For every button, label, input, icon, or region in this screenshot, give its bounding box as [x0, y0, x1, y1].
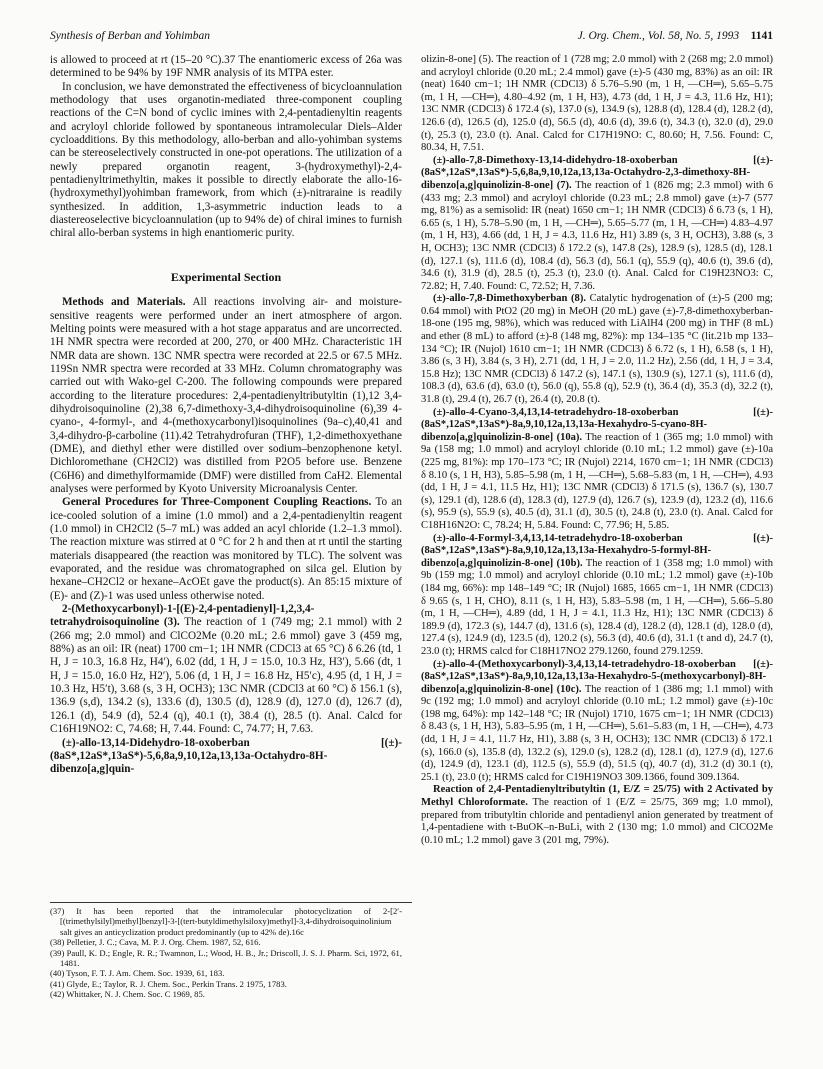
footnote: (39) Paull, K. D.; Engle, R. R.; Twamnon, L.; Wood, H. B., Jr.; Driscoll, J. S. J. Pharm. Sci, 1972, 61, 1481.: [50, 947, 402, 969]
run-in-heading: (±)-allo-4-Formyl-3,4,13,14-tetradehydro-18-oxoberban [(±)-(8aS*,12aS*,13aS*)-8a,9,10,12a,13,13a-Hexahydro-5-formyl-8H-dibenzo[a,g]quinolizin-8-one] (10b).: [421, 532, 773, 569]
paragraph-body: The reaction of 1 (365 mg; 1.0 mmol) with 9a (158 mg; 1.0 mmol) and acryloyl chloride (0.10 mL; 1.2 mmol) gave (±)-10a (225 mg, 81%): mp 170–173 °C; IR (Nujol) 2214, 1670 cm−1; 1H NMR (CDCl3) δ 8.10 (s, 1 H, H3), 5.85–5.98 (m, 1 H, —CH═), 5.68–5.83 (m, 1 H, —CH═), 4.93 (dd, 1 H, J = 4.1, 11.5 Hz, H1); 13C NMR (CDCl3) δ 171.5 (s), 136.7 (s), 130.7 (s), 129.1 (d), 128.6 (d), 128.3 (d), 127.9 (d), 126.7 (s), 123.9 (d), 123.2 (d), 116.6 (s), 95.9 (s), 55.9 (s), 40.5 (d), 31.1 (d), 30.5 (t), 24.8 (t), 23.0 (t). Anal. Calcd for C18H16N2O: C, 78.24; H, 5.84. Found: C, 77.96; H, 5.85.: [421, 431, 773, 531]
paragraph: In conclusion, we have demonstrated the effectiveness of bicycloannulation methodology that uses organotin-mediated three-component coupling reactions of the C=N bond of cyclic imines with 2,4-pentadienyltin reagents and acryloyl chloride followed by spontaneous intramolecular Diels–Alder cycloadditions. By this methodology, allo-berban and allo-yohimban systems can be stereoselectively constructed in one-pot operations. The utilization of a newly prepared organotin reagent, 3-(hydroxymethyl)-2,4-pentadienyltrimethyltin, makes it possible to directly elaborate the allo-16-(hydroxymethyl)yohimban framework, from which (±)-nitraraine is readily synthesized. In addition, 1,3-asymmetric induction leads to a diastereoselective bicycloannulation (up to 94% de) of chiral imines to furnish chiral allo-berban systems in high enantiomeric purity.: [50, 80, 402, 240]
paragraph-body: The reaction of 1 (358 mg; 1.0 mmol) with 9b (159 mg; 1.0 mmol) and acryloyl chloride (0.10 mL; 1.2 mmol) gave (±)-10b (184 mg, 66%): mp 148–149 °C; IR (Nujol) 1685, 1665 cm−1, 1H NMR (CDCl3) δ 9.65 (s, 1 H, CHO), 8.11 (s, 1 H, H3), 5.83–5.98 (m, 1 H, —CH═), 5.66–5.80 (m, 1 H, —CH═), 4.89 (dd, 1 H, J = 4.1, 11.3 Hz, H1); 13C NMR (CDCl3) δ 189.9 (d), 172.3 (s), 144.7 (d), 131.6 (s), 128.4 (d), 128.2 (d), 128.1 (d), 128.0 (d), 127.4 (s), 124.9 (d), 123.5 (d), 120.2 (s), 56.3 (d), 40.6 (d), 31.1 (t and d), 24.7 (t), 23.0 (t); HRMS calcd for C18H17NO2 279.1260, found 279.1259.: [421, 557, 773, 657]
footnote: (37) It has been reported that the intramolecular photocyclization of 2-[2′-[(trimethylsilyl)methyl]benzyl]-3-[(tert-butyldimethylsiloxy)methyl]-3,4-dihydroisoquinolinium salt gives an anticyclization product predominantly (up to 42% de).16c: [50, 906, 402, 937]
footnote-rule: [50, 902, 412, 903]
section-heading: Experimental Section: [170, 269, 282, 284]
journal-name: J. Org. Chem., Vol. 58, No. 5, 1993: [577, 30, 740, 42]
footnote: (42) Whittaker, N. J. Chem. Soc. C 1969, 85.: [50, 989, 205, 1000]
paragraph: [50, 296, 402, 496]
right-column: [421, 54, 773, 847]
paragraph: [421, 155, 773, 294]
run-in-heading: Reaction of 2,4-Pentadienyltributyltin (1, E/Z = 25/75) with 2 Activated by Methyl Chloroformate.: [421, 784, 773, 809]
running-header: [50, 30, 773, 48]
paragraph-body: The reaction of 1 (E/Z = 25/75, 369 mg; 1.0 mmol), prepared from tributyltin chloride and pentadienyl anion generated by treatment of 1,4-pentadiene with t-BuOK–n-BuLi, with 2 (130 mg; 1.0 mmol) and ClCO2Me (0.10 mL; 1.2 mmol) gave 3 (201 mg, 79%).: [421, 797, 773, 846]
run-in-heading: 2-(Methoxycarbonyl)-1-[(E)-2,4-pentadienyl]-1,2,3,4-tetrahydroisoquinoline (3).: [50, 603, 315, 629]
run-in-heading: General Procedures for Three-Component Coupling Reactions.: [62, 496, 372, 509]
journal-citation: [578, 30, 773, 42]
run-in-heading: Methods and Materials.: [62, 296, 186, 309]
paragraph-body: Catalytic hydrogenation of (±)-5 (200 mg; 0.64 mmol) with PtO2 (20 mg) in MeOH (20 mL) gave (±)-7,8-dimethoxyberban-18-one (195 mg, 98%), which was reduced with LiAlH4 (200 mg) in THF (8 mL) and ether (8 mL) to afford (±)-8 (148 mg, 82%): mp 134–135 °C (lit.21b mp 133–134 °C); IR (Nujol) 1610 cm−1; 1H NMR (CDCl3) δ 6.72 (s, 1 H), 6.58 (s, 1 H), 3.86 (s, 3 H), 3.84 (s, 3 H), 2.71 (dd, 1 H, J = 2.0, 11.2 Hz), 2.56 (dd, 1 H, J = 3.4, 15.8 Hz); 13C NMR (CDCl3) δ 147.2 (s), 147.1 (s), 130.9 (s), 127.1 (s), 111.6 (d), 108.3 (d), 63.6 (d), 63.0 (t), 56.0 (q), 55.8 (q), 52.9 (t), 36.4 (d), 35.3 (d), 32.2 (t), 31.8 (t), 29.4 (t), 26.7 (t), 26.4 (t), 20.8 (t).: [421, 293, 773, 406]
footnote: (38) Pelletier, J. C.; Cava, M. P. J. Org. Chem. 1987, 52, 616.: [50, 937, 261, 948]
page-number: 1141: [750, 30, 773, 42]
footnotes: [50, 902, 402, 1000]
paragraph: [50, 496, 402, 603]
paragraph-body: All reactions involving air- and moisture-sensitive reagents were performed under an inert atmosphere of argon. Melting points were measured with a hot stage apparatus and are uncorrected. 1H NMR spectra were recorded at 200, 270, or 400 MHz. Characteristic 1H NMR data are shown. 13C NMR spectra were recorded at 22.5 or 67.5 MHz. 119Sn NMR spectra were recorded at 33 MHz. Column chromatography was carried out with Wako-gel C-200. The following compounds were prepared according to the literature procedures: 2,4-pentadienyltributyltin (1),12 3,4-dihydroisoquinoline (2),38 6,7-dimethoxy-3,4-dihydroisoquinoline (6),39 4-cyano-, 4-formyl-, and 4-(methoxycarbonyl)isoquinolines (9a–c),40,41 and 3,4-dihydro-β-carboline (11).42 Tetrahydrofuran (THF), 1,2-dimethoxyethane (DME), and diethyl ether were distilled over sodium–benzophenone ketyl. Dichloromethane (CH2Cl2) was distilled from P2O5 before use. Benzene (C6H6) and dimethylformamide (DMF) were distilled from CaH2. Elemental analyses were performed by Kyoto University Microanalysis Center.: [50, 296, 403, 495]
paragraph-body: To an ice-cooled solution of a imine (1.0 mmol) and a 2,4-pentadienyltin reagent (1.0 mmol) in CH2Cl2 (5–7 mL) was added an acyl chloride (1.2–1.3 mmol). The reaction mixture was stirred at 0 °C for 2 h and then at rt until the starting materials disappeared (the reaction was monitored by TLC). The solvent was evaporated, and the residue was chromatographed on silca gel. Elution by hexane–CH2Cl2 or hexane–AcOEt gave the product(s). An 85:15 mixture of (E)- and (Z)-1 was used unless otherwise noted.: [50, 496, 402, 602]
run-in-heading: (±)-allo-7,8-Dimethoxy-13,14-didehydro-18-oxoberban [(±)-(8aS*,12aS*,13aS*)-5,6,8a,9,10,12a,13,13a-Octahydro-2,3-dimethoxy-8H-dibenzo[a,g]quinolizin-8-one] (7).: [421, 154, 773, 191]
paragraph: olizin-8-one] (5). The reaction of 1 (728 mg; 2.0 mmol) with 2 (268 mg; 2.0 mmol) and acryloyl chloride (0.20 mL; 2.4 mmol) gave (±)-5 (430 mg, 83%) as an oil: IR (neat) 1640 cm−1; 1H NMR (CDCl3) δ 5.76–5.90 (m, 1 H, —CH═), 5.65–5.75 (m, 1 H, —CH═), 4.80–4.92 (m, 1 H, H3), 4.73 (dd, 1 H, J = 4.3, 11.6 Hz, H1); 13C NMR (CDCl3) δ 172.4 (s), 137.0 (s), 134.9 (s), 128.8 (d), 128.4 (d), 128.2 (d), 126.6 (d), 126.5 (d), 125.0 (d), 56.5 (d), 40.6 (d), 39.6 (t), 34.3 (t), 32.0 (d), 29.0 (t), 25.3 (t), 23.0 (t). Anal. Calcd for C17H19NO: C, 80.60; H, 7.56. Found: C, 80.34, H, 7.51.: [421, 54, 773, 154]
paragraph-body: The reaction of 1 (386 mg; 1.1 mmol) with 9c (192 mg; 1.0 mmol) and acryloyl chloride (0.10 mL; 1.2 mmol) gave (±)-10c (198 mg, 64%): mp 142–148 °C; IR (Nujol) 1710, 1675 cm−1; 1H NMR (CDCl3) δ 8.43 (s, 1 H, H3), 5.83–5.95 (m, 1 H, —CH═), 5.61–5.83 (m, 1 H, —CH═), 4.73 (dd, 1 H, J = 4.1, 11.7 Hz, H1), 3.88 (s, 3 H, OCH3); 13C NMR (CDCl3) δ 172.1 (s), 166.0 (s), 135.8 (d), 132.2 (s), 129.0 (s), 128.2 (d), 128.1 (d), 127.9 (d), 127.6 (d), 124.9 (d), 123.1 (d), 112.5 (s), 55.9 (d), 51.5 (q), 40.7 (d), 31.2 (d) 30.1 (t), 25.1 (t), 23.0 (t); HRMS calcd for C19H19NO3 309.1366, found 309.1364.: [421, 683, 773, 783]
footnote: (41) Glyde, E.; Taylor, R. J. Chem. Soc., Perkin Trans. 2 1975, 1783.: [50, 978, 287, 989]
run-in-heading: (±)-allo-4-Cyano-3,4,13,14-tetradehydro-18-oxoberban [(±)-(8aS*,12aS*,13aS*)-8a,9,10,12a,13,13a-Hexahydro-5-cyano-8H-dibenzo[a,g]quinolizin-8-one] (10a).: [421, 406, 773, 443]
paragraph: [421, 533, 773, 659]
paragraph: [421, 293, 773, 406]
footnote: (40) Tyson, F. T. J. Am. Chem. Soc. 1939, 61, 183.: [50, 968, 225, 979]
paragraph: [50, 603, 402, 736]
run-in-heading: (±)-allo-7,8-Dimethoxyberban (8).: [433, 293, 586, 305]
run-in-heading: (±)-allo-13,14-Didehydro-18-oxoberban [(±)-(8aS*,12aS*,13aS*)-5,6,8a,9,10,12a,13,13a-Octahydro-8H-dibenzo[a,g]quin-: [50, 736, 402, 776]
paragraph: is allowed to proceed at rt (15–20 °C).37 The enantiomeric excess of 26a was determined to be 94% by 19F NMR analysis of its MTPA ester.: [50, 54, 402, 80]
run-in-heading: (±)-allo-4-(Methoxycarbonyl)-3,4,13,14-tetradehydro-18-oxoberban [(±)-(8aS*,12aS*,13aS*)-8a,9,10,12a,13,13a-Hexahydro-5-(methoxycarbonyl)-8H-dibenzo[a,g]quinolizin-8-one] (10c).: [421, 658, 773, 695]
paragraph-body: The reaction of 1 (749 mg; 2.1 mmol) with 2 (266 mg; 2.0 mmol) and ClCO2Me (0.20 mL; 2.6 mmol) gave 3 (459 mg, 88%) as an oil: IR (neat) 1700 cm−1; 1H NMR (CDCl3 at 65 °C) δ 6.26 (td, 1 H, J = 10.3, 16.8 Hz, H4′), 6.02 (dd, 1 H, J = 15.0, 10.3 Hz, H3′), 5.66 (dt, 1 H, J = 15.0, 16.0 Hz, H2′), 5.06 (d, 1 H, J = 16.8 Hz, H5′c), 4.95 (d, 1 H, J = 10.3 Hz, H5′t), 3.68 (s, 3 H, OCH3); 13C NMR (CDCl3 at 60 °C) δ 156.1 (s), 136.9 (s,d), 134.2 (s), 133.6 (d), 130.5 (d), 128.9 (d), 127.0 (d), 126.7 (d), 126.1 (d), 54.9 (d), 52.4 (q), 40.1 (t), 38.4 (t), 28.5 (t). Anal. Calcd for C16H19NO2: C, 74.68; H, 7.44. Found: C, 74.77; H, 7.63.: [50, 616, 402, 736]
paragraph: [421, 784, 773, 847]
running-title: Synthesis of Berban and Yohimban: [50, 30, 210, 42]
paragraph: [421, 659, 773, 785]
paragraph: [50, 737, 402, 777]
paragraph: [421, 407, 773, 533]
paragraph-body: The reaction of 1 (826 mg; 2.3 mmol) with 6 (433 mg; 2.3 mmol) and acryloyl chloride (0.23 mL; 2.8 mmol) gave (±)-7 (577 mg, 81%) as a semisolid: IR (neat) 1650 cm−1; 1H NMR (CDCl3) δ 6.73 (s, 1 H), 6.65 (s, 1 H), 5.78–5.90 (m, 1 H, —CH═), 5.65–5.77 (m, 1 H, —CH═) 4.83–4.97 (m, 1 H, H3), 4.66 (dd, 1 H, J = 4.3, 11.6 Hz, H1) 3.89 (s, 3 H, OCH3), 3.88 (s, 3 H, OCH3); 13C NMR (CDCl3) δ 172.2 (s), 147.8 (2s), 128.9 (s), 128.5 (d), 128.1 (d), 127.1 (s), 111.6 (d), 108.4 (d), 56.3 (d), 56.1 (q), 55.9 (q), 40.6 (t), 39.6 (d), 34.6 (t), 31.9 (d), 28.5 (t), 25.3 (t), 23.0 (t). Anal. Calcd for C19H23NO3: C, 72.82; H, 7.40. Found: C, 72.52; H, 7.36.: [421, 179, 773, 292]
left-column: [50, 54, 402, 777]
